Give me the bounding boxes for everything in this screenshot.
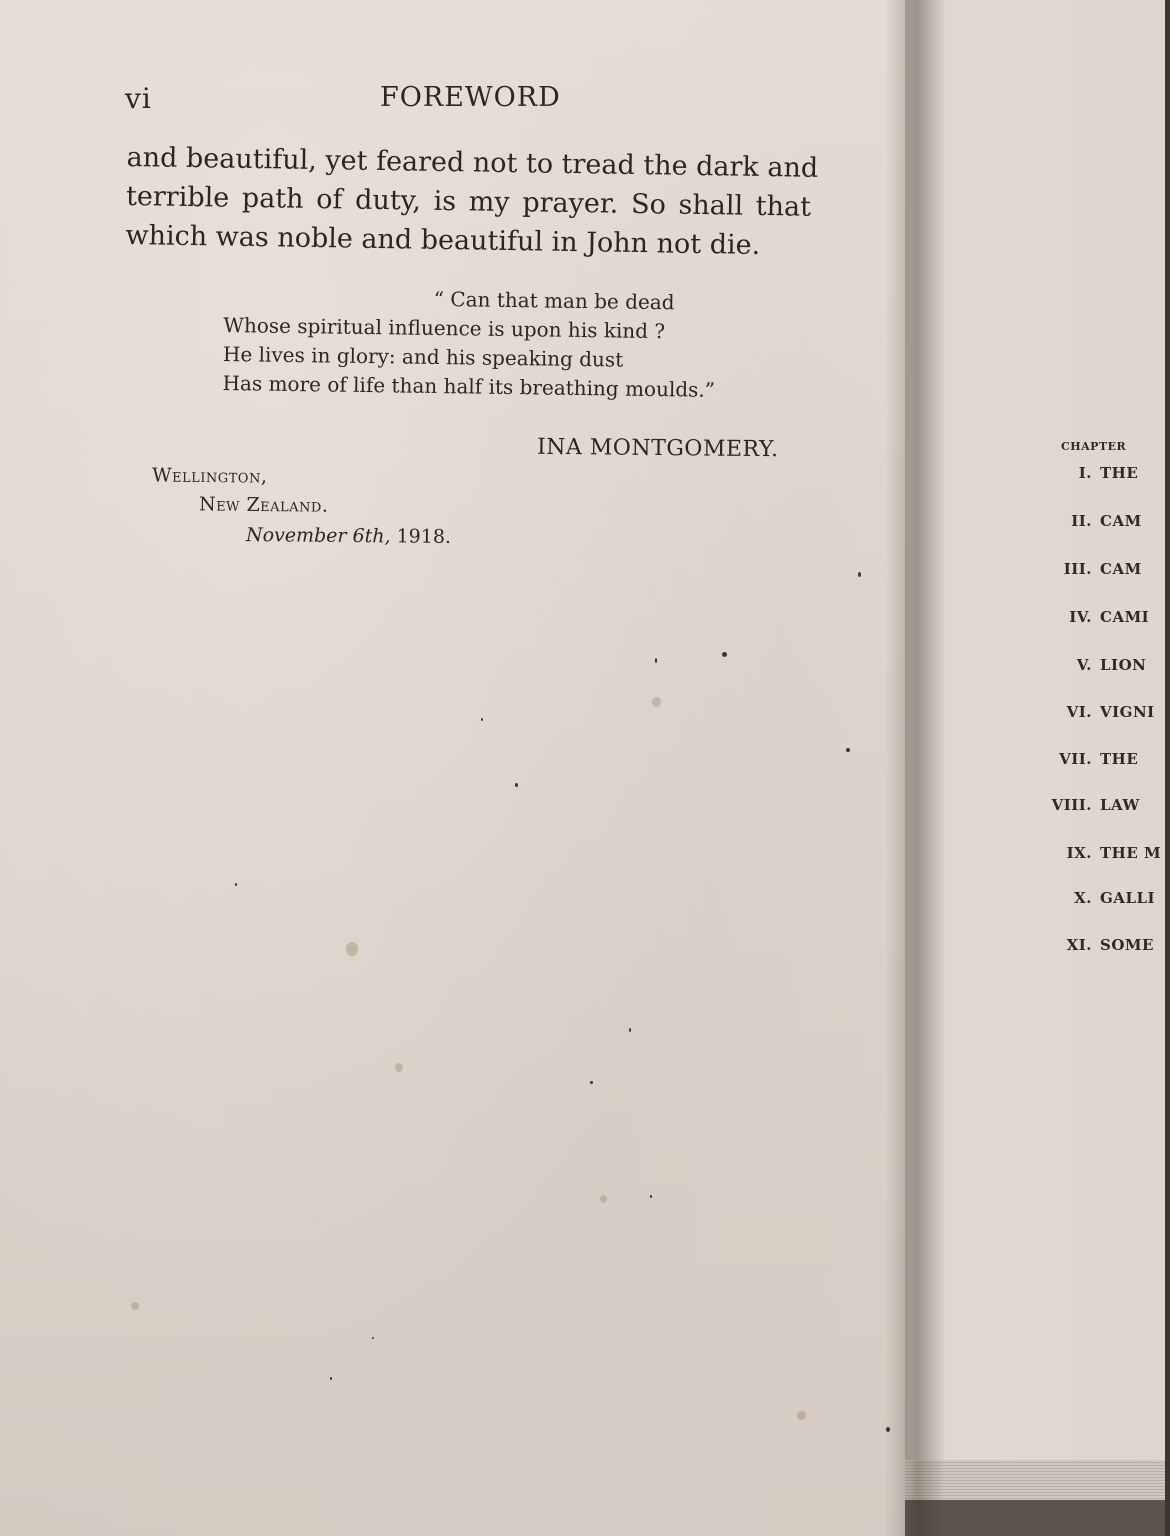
toc-item-number: IX. bbox=[1066, 844, 1092, 862]
toc-item-number: II. bbox=[1071, 512, 1092, 530]
toc-item-title: LAW bbox=[1100, 796, 1140, 814]
toc-item-number: V. bbox=[1076, 656, 1092, 674]
quote-line: He lives in glory: and his speaking dust bbox=[222, 341, 624, 372]
paper-speck bbox=[629, 1028, 631, 1032]
running-title: FOREWORD bbox=[380, 82, 561, 113]
quote-line: “ Can that man be dead bbox=[433, 286, 675, 315]
toc-heading: CHAPTER bbox=[1061, 440, 1127, 453]
quote-line: Has more of life than half its breathing moulds.” bbox=[222, 370, 716, 402]
paragraph bbox=[125, 138, 819, 266]
toc-item-number: III. bbox=[1063, 560, 1092, 578]
paper-speck bbox=[846, 748, 850, 752]
toc-item bbox=[1030, 656, 1170, 674]
toc-item-number: I. bbox=[1078, 464, 1092, 482]
paper-speck bbox=[655, 658, 657, 663]
date-line bbox=[246, 524, 451, 548]
paper-speck bbox=[372, 1337, 374, 1339]
verse-quote bbox=[222, 282, 744, 405]
paper-speck bbox=[515, 783, 518, 787]
paper-speck bbox=[886, 1427, 890, 1432]
page-number: vi bbox=[125, 82, 152, 115]
paper-speck bbox=[235, 883, 237, 886]
place-city: Wellington, bbox=[151, 464, 268, 488]
toc-item bbox=[1030, 703, 1170, 721]
paper-speck bbox=[650, 1195, 652, 1198]
toc-item-title: VIGNI bbox=[1100, 703, 1155, 721]
toc-item-title: CAM bbox=[1100, 560, 1142, 578]
date-day: November 6th, bbox=[245, 524, 391, 548]
paragraph-line: which was noble and beautiful in John not die. bbox=[125, 219, 761, 261]
toc-item-title: LION bbox=[1100, 656, 1147, 674]
toc-item bbox=[1030, 844, 1170, 862]
foxing-spot bbox=[131, 1302, 139, 1310]
toc-item-number: VIII. bbox=[1051, 796, 1092, 814]
foxing-spot bbox=[395, 1063, 403, 1072]
toc-item bbox=[1030, 608, 1170, 626]
toc-item-number: VII. bbox=[1059, 750, 1092, 768]
toc-item bbox=[1030, 889, 1170, 907]
paper-speck bbox=[590, 1081, 593, 1084]
toc-list bbox=[1030, 460, 1170, 980]
quote-line: Whose spiritual influence is upon his kind ? bbox=[223, 312, 666, 344]
toc-item-number: VI. bbox=[1066, 703, 1092, 721]
toc-item-number: X. bbox=[1074, 889, 1092, 907]
paragraph-line: terrible path of duty, is my prayer. So shall that bbox=[125, 180, 812, 223]
paper-speck bbox=[330, 1377, 332, 1380]
toc-item-title: THE bbox=[1100, 464, 1139, 482]
toc-item bbox=[1030, 936, 1170, 954]
toc-item-number: IV. bbox=[1069, 608, 1092, 626]
toc-item bbox=[1030, 796, 1170, 814]
toc-item-title: GALLI bbox=[1100, 889, 1156, 907]
toc-item bbox=[1030, 464, 1170, 482]
toc-item-title: CAM bbox=[1100, 512, 1142, 530]
place-country: New Zealand. bbox=[198, 493, 329, 517]
toc-item bbox=[1030, 750, 1170, 768]
foxing-spot bbox=[797, 1411, 806, 1420]
book-cover-edge bbox=[905, 1500, 1165, 1536]
toc-item bbox=[1030, 512, 1170, 530]
foxing-spot bbox=[652, 697, 661, 707]
toc-item-title: SOME bbox=[1100, 936, 1154, 954]
toc-item-title: CAMI bbox=[1100, 608, 1150, 626]
paper-speck bbox=[722, 652, 727, 657]
foxing-spot bbox=[600, 1195, 607, 1203]
running-head bbox=[125, 82, 805, 122]
date-year: 1918. bbox=[390, 525, 452, 548]
toc-item-title: THE M bbox=[1100, 844, 1162, 862]
foxing-spot bbox=[346, 942, 358, 956]
signature: INA MONTGOMERY. bbox=[536, 434, 779, 463]
toc-item bbox=[1030, 560, 1170, 578]
paper-speck bbox=[481, 718, 483, 721]
paragraph-line: and beautiful, yet feared not to tread the dark and bbox=[126, 141, 819, 184]
toc-item-title: THE bbox=[1100, 750, 1139, 768]
paper-speck bbox=[858, 572, 861, 577]
toc-item-number: XI. bbox=[1066, 936, 1092, 954]
